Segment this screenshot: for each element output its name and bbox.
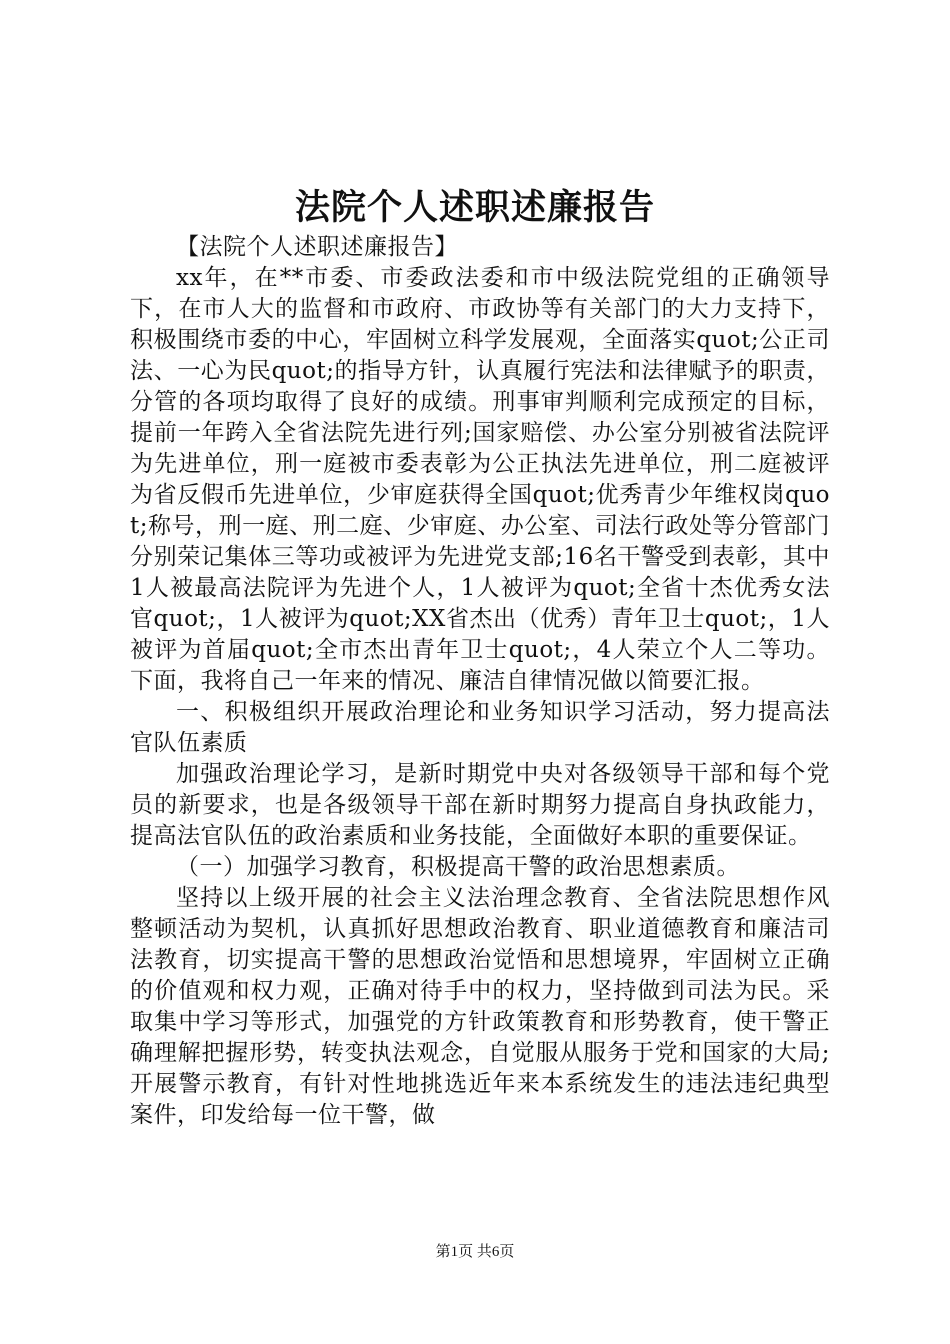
paragraph-intro: xx年，在**市委、市委政法委和市中级法院党组的正确领导下，在市人大的监督和市政府、市政协等有关部门的大力支持下，积极围绕市委的中心，牢固树立科学发展观，全面落实quot;公正司法、一心为民quot;的指导方针，认真履行宪法和法律赋予的职责，分管的各项均取得了良好的成绩。刑事审判顺利完成预定的目标，提前一年跨入全省法院先进行列;国家赔偿、办公室分别被省法院评为先进单位，刑一庭被市委表彰为公正执法先进单位，刑二庭被评为省反假币先进单位，少审庭获得全国quot;优秀青少年维权岗quot;称号，刑一庭、刑二庭、少审庭、办公室、司法行政处等分管部门分别荣记集体三等功或被评为先进党支部;16名干警受到表彰，其中1人被最高法院评为先进个人，1人被评为quot;全省十杰优秀女法官quot;，1人被评为quot;XX省杰出（优秀）青年卫士quot;，1人被评为首届quot;全市杰出青年卫士quot;，4人荣立个人二等功。下面，我将自己一年来的情况、廉洁自律情况做以简要汇报。: [130, 265, 830, 694]
page-footer: 第1页 共6页: [435, 1244, 515, 1260]
section-heading-1: 一、积极组织开展政治理论和业务知识学习活动，努力提高法官队伍素质: [130, 699, 830, 756]
subsection-heading-1: （一）加强学习教育，积极提高干警的政治思想素质。: [176, 854, 740, 880]
paragraph-subsection-1: 坚持以上级开展的社会主义法治理念教育、全省法院思想作风整顿活动为契机，认真抓好思想政治教育、职业道德教育和廉洁司法教育，切实提高干警的思想政治觉悟和思想境界，牢固树立正确的价值观和权力观，正确对待手中的权力，坚持做到司法为民。采取集中学习等形式，加强党的方针政策教育和形势教育，使干警正确理解把握形势，转变执法观念，自觉服从服务于党和国家的大局;开展警示教育，有针对性地挑选近年来本系统发生的违法违纪典型案件，印发给每一位干警，做: [130, 885, 830, 1128]
paragraph-section-1: 加强政治理论学习，是新时期党中央对各级领导干部和每个党员的新要求，也是各级领导干部在新时期努力提高自身执政能力，提高法官队伍的政治素质和业务技能，全面做好本职的重要保证。: [130, 761, 830, 849]
document-title: 法院个人述职述廉报告: [294, 187, 655, 228]
paragraph-heading: 【法院个人述职述廉报告】: [176, 234, 458, 260]
document-body: [130, 232, 830, 1131]
